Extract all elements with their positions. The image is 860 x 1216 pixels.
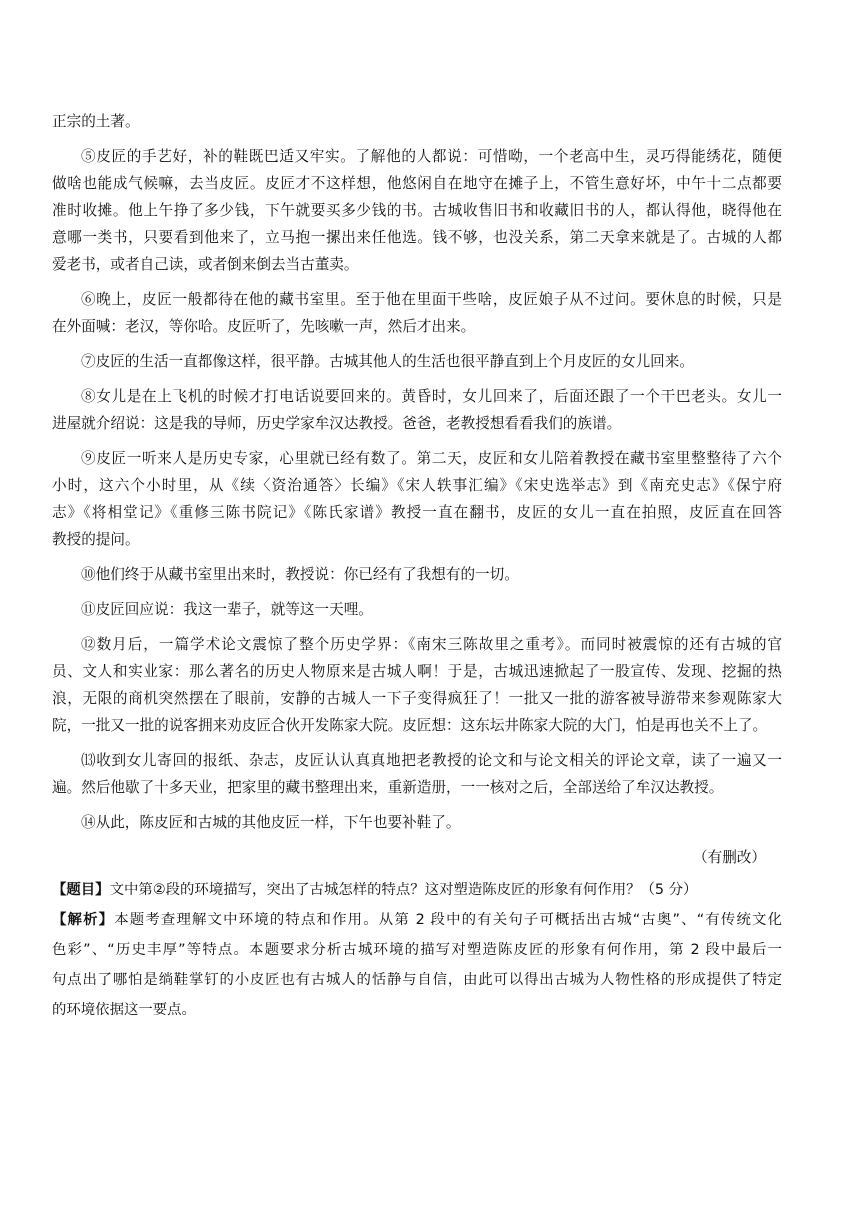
- paragraph-line: 院，一批又一批的说客拥来劝皮匠合伙开发陈家大院。皮匠想：这东坛井陈家大院的大门，怕是再也关不上了。: [52, 717, 768, 734]
- document-page: [52, 108, 782, 1025]
- paragraph-line: ⑫数月后，一篇学术论文震惊了整个历史学界：《南宋三陈故里之重考》。而同时被震惊的还有古城的官: [81, 636, 782, 653]
- paragraph-line: ⑤皮匠的手艺好，补的鞋既巴适又牢实。了解他的人都说：可惜呦，一个老高中生，灵巧得能绣花，随便: [81, 148, 782, 165]
- paragraph-line: ⑩他们终于从藏书室里出来时，教授说：你已经有了我想有的一切。: [81, 566, 519, 583]
- paragraph-line: ⑪皮匠回应说：我这一辈子，就等这一天哩。: [81, 601, 373, 618]
- passage-paragraphs: [52, 143, 782, 836]
- paragraph-line: ⑧女儿是在上飞机的时候才打电话说要回来的。黄昏时，女儿回来了，后面还跟了一个干巴老头。女儿一: [81, 388, 782, 405]
- paragraph-line: 爱老书，或者自己读，或者倒来倒去当古董卖。: [52, 256, 359, 273]
- question-text: 文中第②段的环境描写，突出了古城怎样的特点？这对塑造陈皮匠的形象有何作用？（5 分）: [109, 882, 698, 898]
- passage-paragraph: [52, 747, 782, 801]
- paragraph-line: 遍。然后他歇了十多天业，把家里的藏书整理出来，重新造册，一一核对之后，全部送给了牟汉达教授。: [52, 779, 724, 796]
- question-block: [52, 875, 782, 905]
- analysis-line: 本题考查理解文中环境的特点和作用。从第 2 段中的有关句子可概括出古城“古奥”、“有传统文化: [114, 912, 782, 928]
- passage-paragraph: [52, 445, 782, 553]
- paragraph-line: 员、文人和实业家：那么著名的历史人物原来是古城人啊！于是，古城迅速掀起了一股宣传、发现、挖掘的热: [52, 663, 782, 680]
- passage-paragraph: [52, 383, 782, 437]
- passage-paragraph: [52, 561, 782, 588]
- paragraph-line: ⑨皮匠一听来人是历史专家，心里就已经有数了。第二天，皮匠和女儿陪着教授在藏书室里整整待了六个: [81, 450, 782, 467]
- analysis-line: 的环境依据这一要点。: [52, 1002, 196, 1018]
- paragraph-line: 意哪一类书，只要看到他来了，立马抱一摞出来任他选。钱不够，也没关系，第二天拿来就是了。古城的人都: [52, 229, 782, 246]
- analysis-block: [52, 905, 782, 1025]
- paragraph-line: ⒀收到女儿寄回的报纸、杂志，皮匠认认真真地把老教授的论文和与论文相关的评论文章，读了一遍又一: [81, 752, 782, 769]
- paragraph-line: 做啥也能成气候嘛，去当皮匠。皮匠才不这样想，他悠闲自在地守在摊子上，不管生意好坏，中午十二点都要: [52, 175, 782, 192]
- paragraph-line: 准时收摊。他上午挣了多少钱，下午就要买多少钱的书。古城收售旧书和收藏旧书的人，都认得他，晓得他在: [52, 202, 782, 219]
- question-label: 【题目】: [52, 882, 110, 898]
- analysis-first-line: [52, 905, 782, 935]
- opening-line: 正宗的土著。: [52, 113, 140, 130]
- passage-paragraph: [52, 143, 782, 278]
- paragraph-line: 在外面喊：老汉，等你哈。皮匠听了，先咳嗽一声，然后才出来。: [52, 318, 476, 335]
- paragraph-line: ⑦皮匠的生活一直都像这样，很平静。古城其他人的生活也很平静直到上个月皮匠的女儿回来。: [81, 353, 694, 370]
- paragraph-line: 小时，这六个小时里，从《续〈资治通答〉长编》《宋人轶事汇编》《宋史选举志》到《南充史志》《保宁府: [52, 477, 782, 494]
- passage-paragraph: [52, 596, 782, 623]
- analysis-line: 色彩”、“历史丰厚”等特点。本题要求分析古城环境的描写对塑造陈皮匠的形象有何作用，第 2 段中最后一: [52, 942, 782, 958]
- analysis-label: 【解析】: [52, 912, 115, 928]
- passage-paragraph: [52, 809, 782, 836]
- paragraph-line: 进屋就介绍说：这是我的导师，历史学家牟汉达教授。爸爸，老教授想看看我们的族谱。: [52, 415, 622, 432]
- analysis-line: 句点出了哪怕是绱鞋掌钉的小皮匠也有古城人的恬静与自信，由此可以得出古城为人物性格的形成提供了特定: [52, 972, 782, 988]
- passage-paragraph: [52, 631, 782, 739]
- paragraph-line: 志》《将相堂记》《重修三陈书院记》《陈氏家谱》教授一直在翻书，皮匠的女儿一直在拍照，皮匠直在回答: [52, 504, 782, 521]
- paragraph-line: ⑥晚上，皮匠一般都待在他的藏书室里。至于他在里面干些啥，皮匠娘子从不过问。要休息的时候，只是: [81, 291, 782, 308]
- passage-paragraph: [52, 286, 782, 340]
- paragraph-line: ⑭从此，陈皮匠和古城的其他皮匠一样，下午也要补鞋了。: [81, 814, 461, 831]
- source-note: （有删改）: [693, 849, 766, 866]
- passage-paragraph: [52, 348, 782, 375]
- paragraph-line: 教授的提问。: [52, 531, 140, 548]
- paragraph-line: 浪，无限的商机突然摆在了眼前，安静的古城人一下子变得疯狂了！一批又一批的游客被导游带来参观陈家大: [52, 690, 782, 707]
